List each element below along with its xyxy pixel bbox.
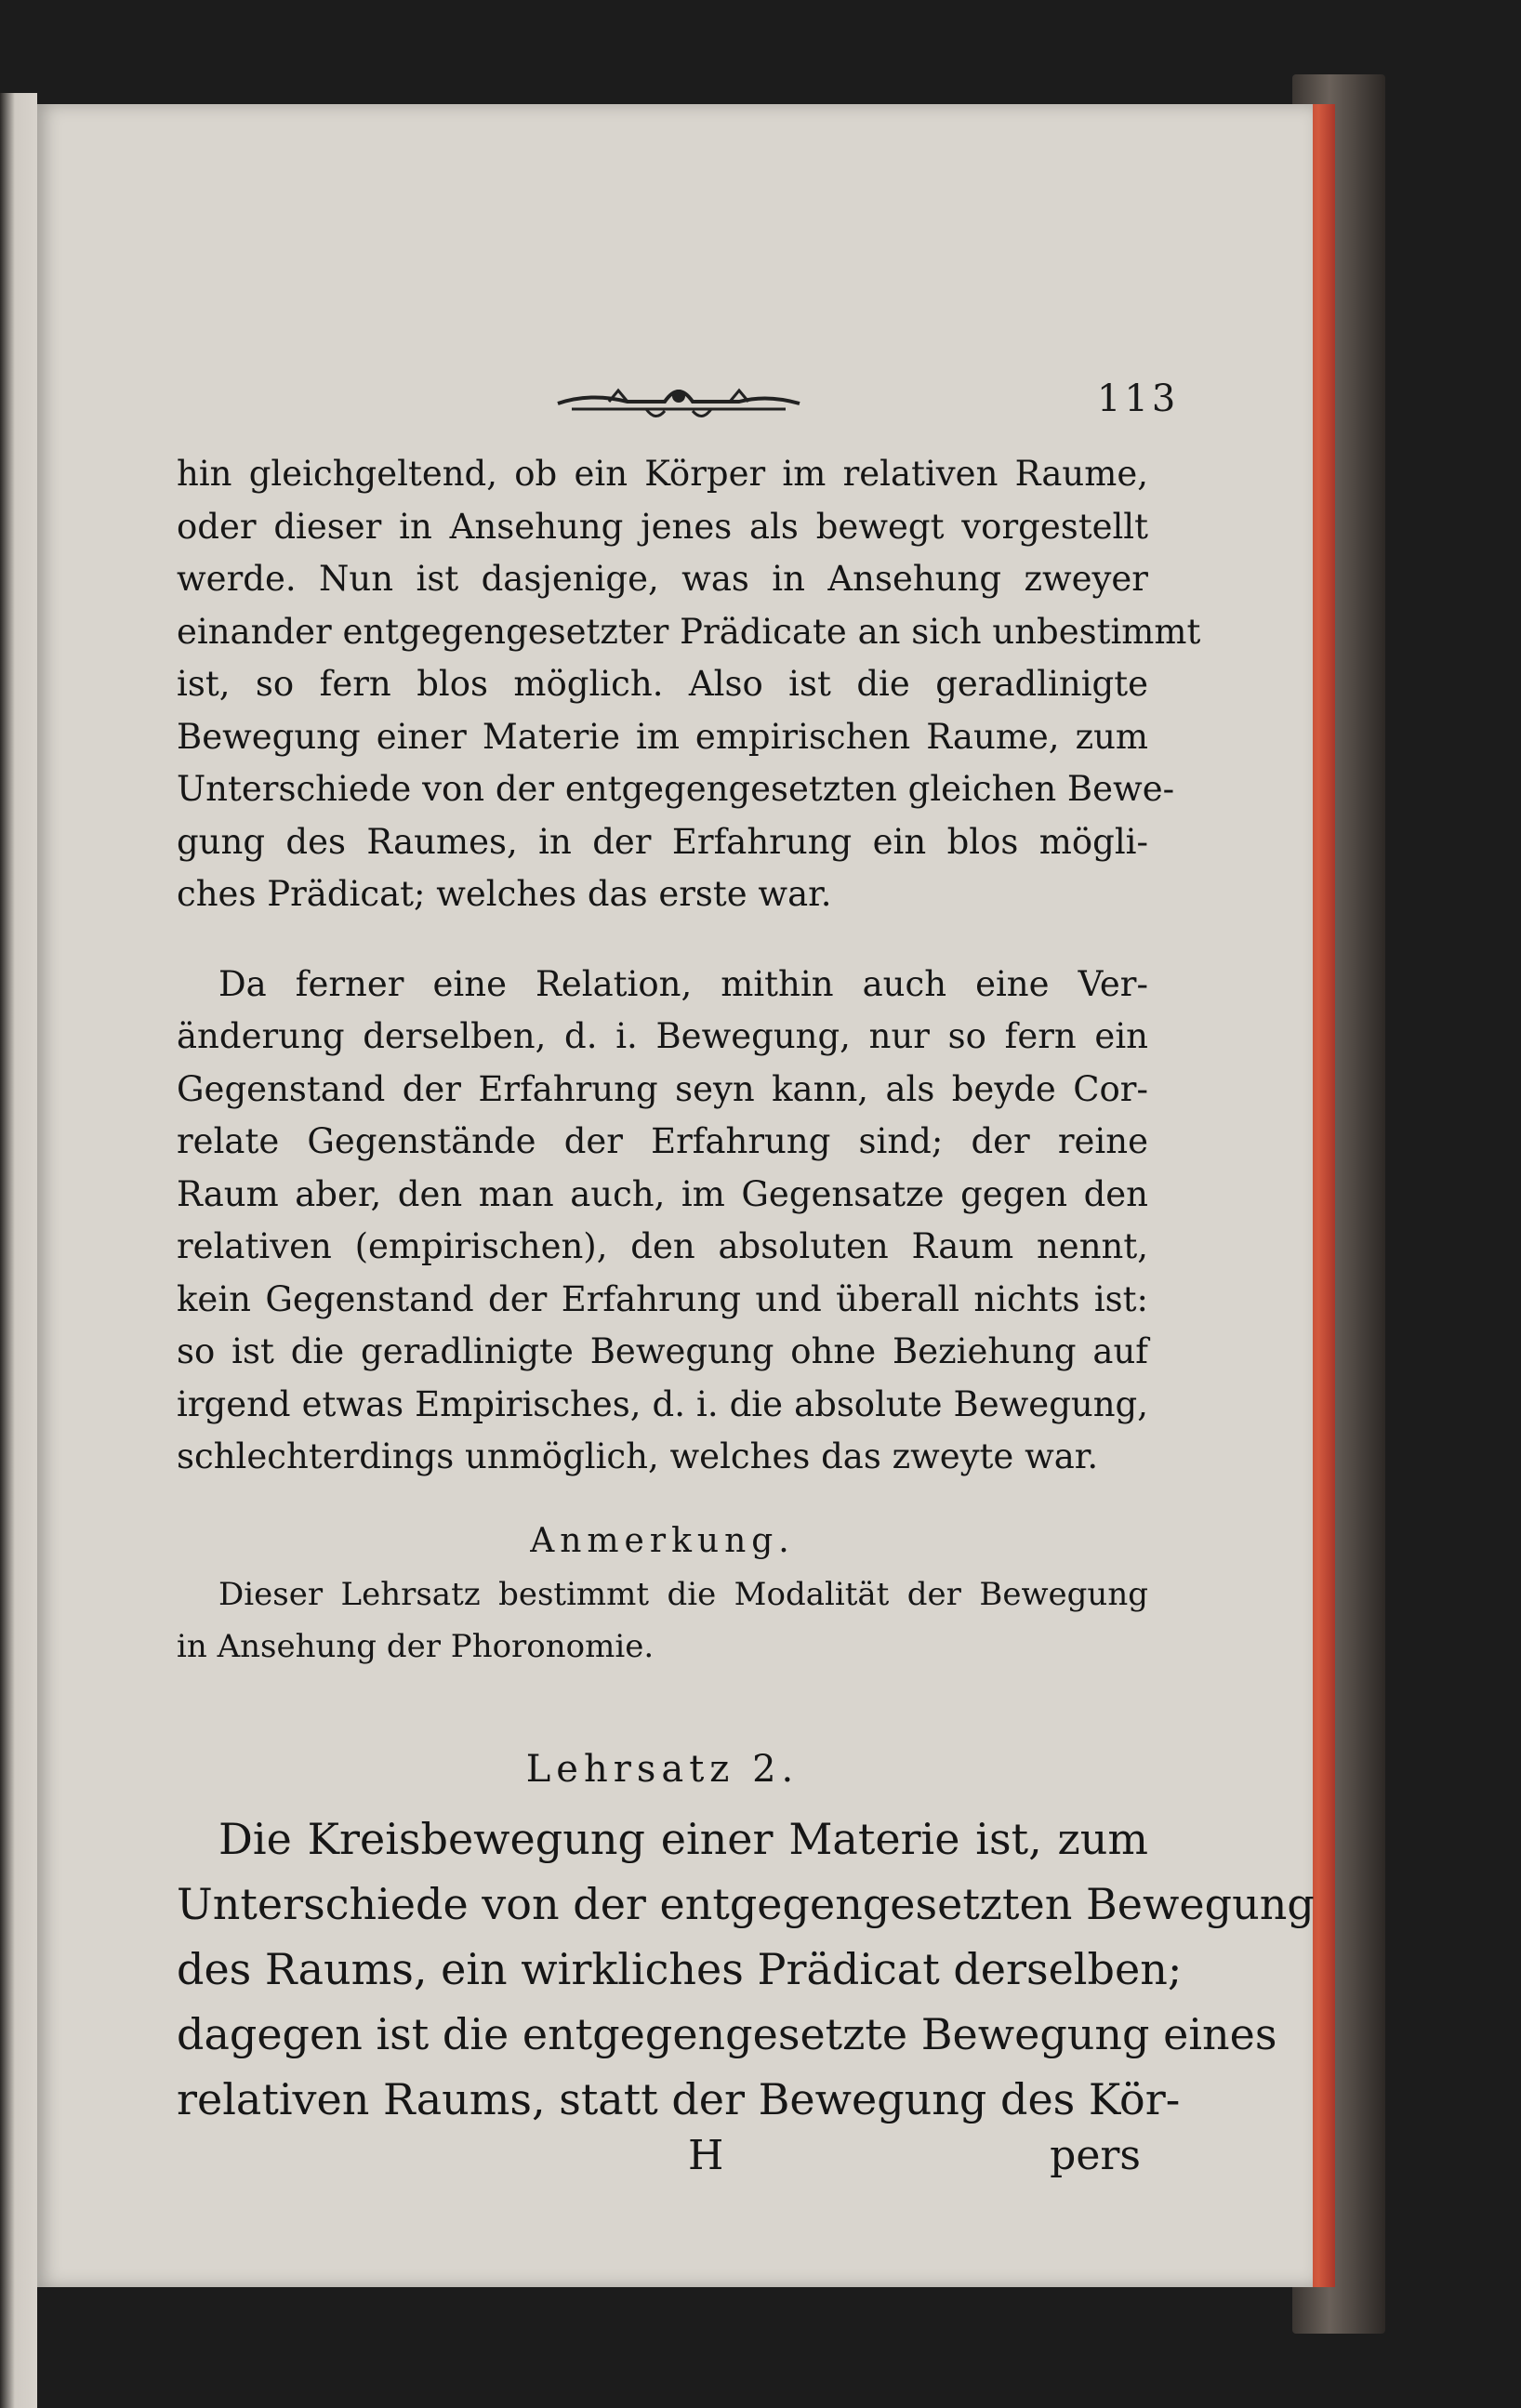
text-line: einander entgegengesetzter Prädicate an sich unbestimmt xyxy=(177,611,1201,652)
text-line: so ist die geradlinigte Bewegung ohne Beziehung auf xyxy=(177,1331,1148,1371)
text-line: Da ferner eine Relation, mithin auch eine Ver- xyxy=(218,963,1148,1004)
text-line: Bewegung einer Materie im empirischen Raume, zum xyxy=(177,716,1148,757)
text-line: Raum aber, den man auch, im Gegensatze gegen den xyxy=(177,1173,1148,1214)
text-line: oder dieser in Ansehung jenes als bewegt vorgestellt xyxy=(177,506,1148,547)
text-line: Unterschiede von der entgegengesetzten gleichen Bewe- xyxy=(177,769,1175,809)
text-line: ches Prädicat; welches das erste war. xyxy=(177,874,832,914)
text-line: dagegen ist die entgegengesetzte Bewegung eines xyxy=(177,2008,1277,2059)
anmerkung-heading: Anmerkung. xyxy=(530,1521,795,1560)
text-line: relativen (empirischen), den absoluten Raum nennt, xyxy=(177,1226,1148,1266)
paragraph-2 xyxy=(177,959,1148,1484)
lehrsatz-heading: Lehrsatz 2. xyxy=(525,1747,800,1791)
text-line: Unterschiede von der entgegengesetzten Bewegung xyxy=(177,1878,1315,1929)
left-page-spine xyxy=(0,93,37,2408)
text-line: in Ansehung der Phoronomie. xyxy=(177,1628,655,1665)
text-line: werde. Nun ist dasjenige, was in Ansehung zweyer xyxy=(177,559,1148,599)
text-line: kein Gegenstand der Erfahrung und überall nichts ist: xyxy=(177,1278,1148,1319)
text-line: irgend etwas Empirisches, d. i. die absolute Bewegung, xyxy=(177,1383,1148,1424)
book-page xyxy=(37,104,1313,2287)
text-line: hin gleichgeltend, ob ein Körper im relativen Raume, xyxy=(177,454,1148,494)
text-line: änderung derselben, d. i. Bewegung, nur so fern ein xyxy=(177,1016,1148,1056)
lehrsatz-statement xyxy=(177,1806,1315,2132)
decorative-ornament xyxy=(553,374,804,430)
text-line: Die Kreisbewegung einer Materie ist, zum xyxy=(218,1813,1148,1864)
page-body xyxy=(177,448,1315,2191)
page-header xyxy=(37,374,1313,430)
text-line: Dieser Lehrsatz bestimmt die Modalität der Bewegung xyxy=(218,1575,1148,1613)
page-footer xyxy=(177,2132,1148,2191)
text-line: ist, so fern blos möglich. Also ist die geradlinigte xyxy=(177,664,1148,704)
page-number: 113 xyxy=(1097,377,1180,420)
text-line: des Raums, ein wirkliches Prädicat derselben; xyxy=(177,1943,1183,1994)
paragraph-1 xyxy=(177,448,1201,921)
catchword: pers xyxy=(1050,2131,1141,2179)
text-line: relativen Raums, statt der Bewegung des Kör- xyxy=(177,2073,1181,2124)
anmerkung-note xyxy=(177,1571,1148,1676)
text-line: relate Gegenstände der Erfahrung sind; der reine xyxy=(177,1121,1148,1161)
text-line: schlechterdings unmöglich, welches das zweyte war. xyxy=(177,1436,1099,1476)
signature-mark: H xyxy=(688,2131,724,2179)
text-line: gung des Raumes, in der Erfahrung ein blos mögli- xyxy=(177,821,1148,862)
text-line: Gegenstand der Erfahrung seyn kann, als beyde Cor- xyxy=(177,1068,1148,1109)
